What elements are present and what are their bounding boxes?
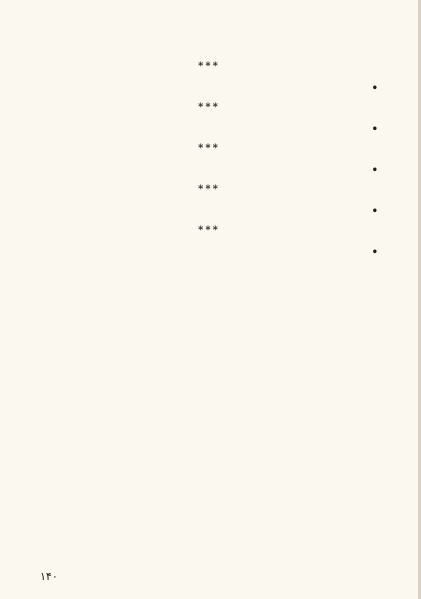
paragraph-5 [40, 163, 378, 179]
bullet-icon: • [371, 83, 378, 94]
bullet-icon: • [371, 247, 378, 258]
paragraph-6 [40, 204, 378, 220]
separator: *** [198, 184, 220, 195]
bullet-icon: • [371, 124, 378, 135]
separator: *** [198, 225, 220, 236]
paragraph-4 [40, 122, 378, 138]
body-text [40, 56, 378, 576]
bullet-icon: • [371, 165, 378, 176]
faded-header [60, 30, 358, 46]
paragraph-7 [40, 245, 378, 261]
paragraph-2 [40, 81, 378, 97]
separator: *** [198, 143, 220, 154]
separator: *** [198, 61, 220, 72]
bullet-icon: • [371, 206, 378, 217]
separator: *** [198, 102, 220, 113]
page-number: ۱۴۰ [40, 570, 58, 583]
